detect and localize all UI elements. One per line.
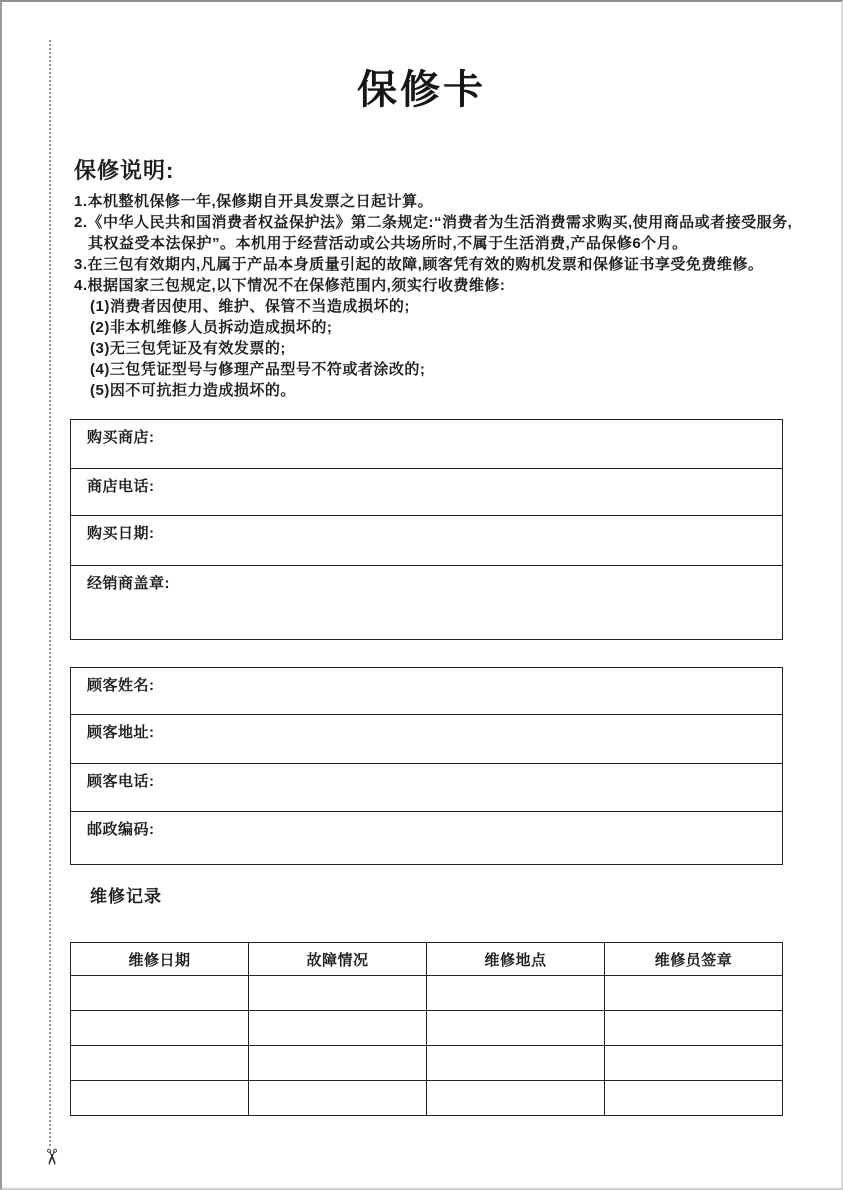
table-cell [427, 1046, 605, 1081]
repair-table-row [71, 976, 783, 1011]
field-row-purchase-store [71, 420, 782, 469]
column-header-fault-condition: 故障情况 [249, 943, 427, 976]
table-cell [427, 1081, 605, 1116]
repair-table-row [71, 1081, 783, 1116]
dealer-stamp-label: 经销商盖章: [87, 575, 170, 592]
store-info-box [70, 419, 783, 640]
table-cell [605, 1081, 783, 1116]
column-header-repair-date: 维修日期 [71, 943, 249, 976]
table-cell [427, 976, 605, 1011]
field-row-purchase-date [71, 516, 782, 566]
cut-dotted-line [49, 40, 51, 1146]
customer-phone-label: 顾客电话: [87, 773, 155, 790]
instruction-line-2b: 其权益受本法保护”。本机用于经营活动或公共场所时,不属于生活消费,产品保修6个月。 [88, 235, 688, 252]
repair-records-table [70, 942, 783, 1116]
field-row-customer-name [71, 668, 782, 715]
instruction-subline-1: (1)消费者因使用、维护、保管不当造成损坏的; [90, 298, 410, 315]
instruction-subline-4: (4)三包凭证型号与修理产品型号不符或者涂改的; [90, 361, 426, 378]
store-phone-label: 商店电话: [87, 478, 155, 495]
customer-info-box [70, 667, 783, 865]
field-row-customer-address [71, 715, 782, 764]
scissors-icon: ✂ [39, 1147, 64, 1167]
postal-code-label: 邮政编码: [87, 821, 155, 838]
instruction-line-1: 1.本机整机保修一年,保修期自开具发票之日起计算。 [74, 193, 434, 210]
repair-records-heading: 维修记录 [90, 887, 162, 906]
column-header-repairer-signature: 维修员签章 [605, 943, 783, 976]
table-cell [605, 1011, 783, 1046]
table-cell [249, 1081, 427, 1116]
field-row-postal-code [71, 812, 782, 864]
instruction-line-2: 2.《中华人民共和国消费者权益保护法》第二条规定:“消费者为生活消费需求购买,使用商品或者接受服务, [74, 214, 793, 231]
warranty-instructions [74, 158, 811, 401]
instructions-heading: 保修说明: [74, 158, 175, 183]
purchase-store-label: 购买商店: [87, 429, 155, 446]
table-cell [71, 1081, 249, 1116]
table-cell [71, 976, 249, 1011]
repair-table-row [71, 1011, 783, 1046]
table-cell [249, 1046, 427, 1081]
table-cell [249, 1011, 427, 1046]
column-header-repair-location: 维修地点 [427, 943, 605, 976]
instruction-subline-2: (2)非本机维修人员拆动造成损坏的; [90, 319, 333, 336]
table-cell [605, 1046, 783, 1081]
repair-table-header-row [71, 943, 783, 976]
table-cell [71, 1046, 249, 1081]
customer-name-label: 顾客姓名: [87, 677, 155, 694]
purchase-date-label: 购买日期: [87, 525, 155, 542]
table-cell [605, 976, 783, 1011]
instruction-line-3: 3.在三包有效期内,凡属于产品本身质量引起的故障,顾客凭有效的购机发票和保修证书享受免费维修。 [74, 256, 764, 273]
instruction-line-4: 4.根据国家三包规定,以下情况不在保修范围内,须实行收费维修: [74, 277, 506, 294]
table-cell [249, 976, 427, 1011]
table-cell [427, 1011, 605, 1046]
field-row-store-phone [71, 469, 782, 516]
page-title: 保修卡 [357, 68, 486, 112]
field-row-customer-phone [71, 764, 782, 812]
customer-address-label: 顾客地址: [87, 724, 155, 741]
field-row-dealer-stamp [71, 566, 782, 639]
table-cell [71, 1011, 249, 1046]
instruction-subline-5: (5)因不可抗拒力造成损坏的。 [90, 382, 296, 399]
repair-table-row [71, 1046, 783, 1081]
instruction-subline-3: (3)无三包凭证及有效发票的; [90, 340, 286, 357]
